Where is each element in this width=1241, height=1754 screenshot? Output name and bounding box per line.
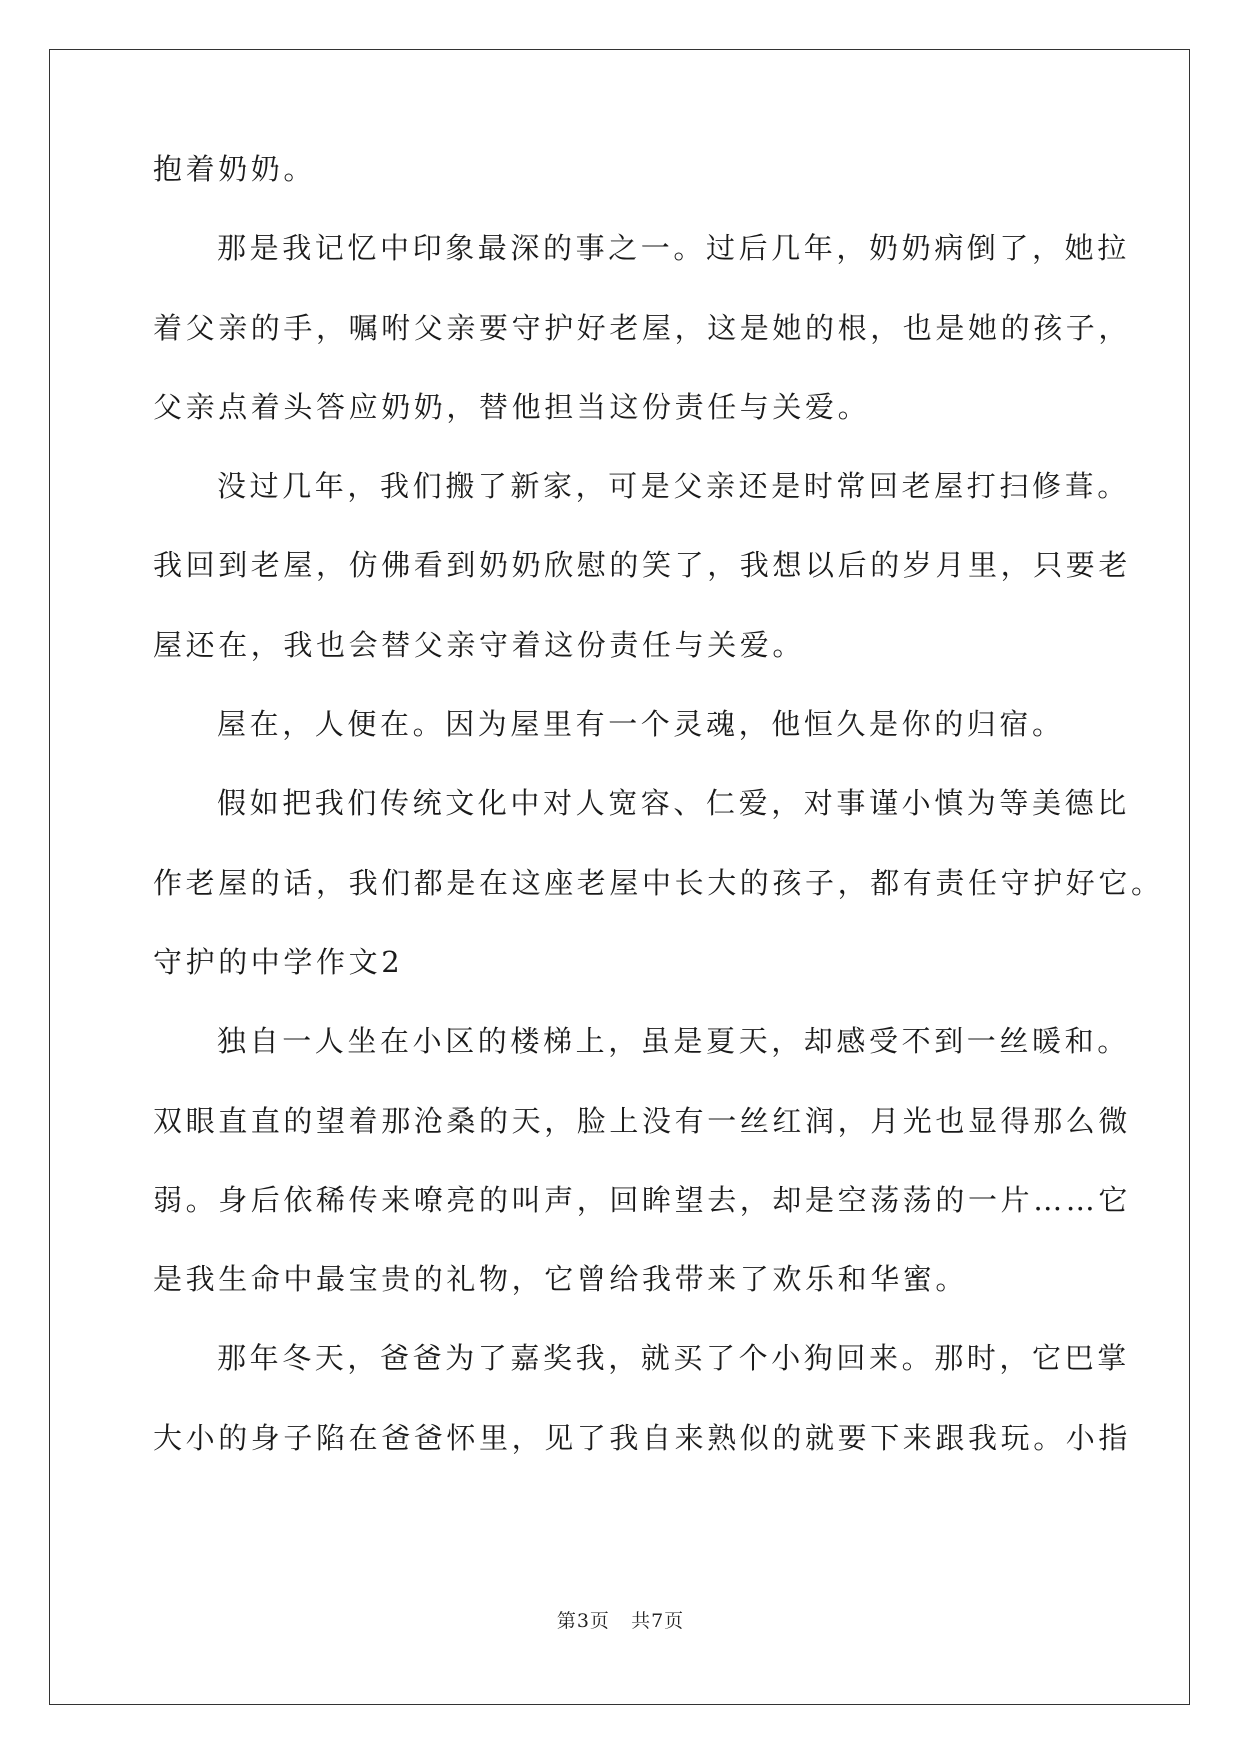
text-line: 弱。身后依稀传来嘹亮的叫声，回眸望去，却是空荡荡的一片……它 — [153, 1182, 1132, 1217]
text-line: 父亲点着头答应奶奶，替他担当这份责任与关爱。 — [153, 389, 871, 424]
page-number: 第3页 — [556, 1610, 610, 1632]
document-body — [153, 143, 1164, 1491]
text-line: 着父亲的手，嘱咐父亲要守护好老屋，这是她的根，也是她的孩子， — [153, 310, 1132, 345]
section-heading: 守护的中学作文2 — [153, 944, 404, 979]
page-footer — [0, 1606, 1241, 1633]
text-line: 抱着奶奶。 — [153, 152, 317, 186]
text-line: 是我生命中最宝贵的礼物，它曾给我带来了欢乐和华蜜。 — [153, 1262, 969, 1297]
text-line: 我回到老屋，仿佛看到奶奶欣慰的笑了，我想以后的岁月里，只要老 — [153, 548, 1132, 583]
text-line: 没过几年，我们搬了新家，可是父亲还是时常回老屋打扫修葺。 — [217, 469, 1130, 504]
text-line: 独自一人坐在小区的楼梯上，虽是夏天，却感受不到一丝暖和。 — [217, 1024, 1130, 1059]
text-line: 屋还在，我也会替父亲守着这份责任与关爱。 — [153, 627, 806, 662]
text-line: 作老屋的话，我们都是在这座老屋中长大的孩子，都有责任守护好它。 — [153, 865, 1164, 900]
text-line: 那年冬天，爸爸为了嘉奖我，就买了个小狗回来。那时，它巴掌 — [217, 1341, 1130, 1376]
text-line: 双眼直直的望着那沧桑的天，脸上没有一丝红润，月光也显得那么微 — [153, 1103, 1132, 1138]
page-total: 共7页 — [631, 1610, 685, 1632]
text-line: 大小的身子陷在爸爸怀里，见了我自来熟似的就要下来跟我玩。小指 — [153, 1420, 1132, 1455]
text-line: 那是我记忆中印象最深的事之一。过后几年，奶奶病倒了，她拉 — [217, 231, 1130, 266]
text-line: 屋在，人便在。因为屋里有一个灵魂，他恒久是你的归宿。 — [217, 707, 1065, 742]
text-line: 假如把我们传统文化中对人宽容、仁爱，对事谨小慎为等美德比 — [217, 786, 1130, 821]
